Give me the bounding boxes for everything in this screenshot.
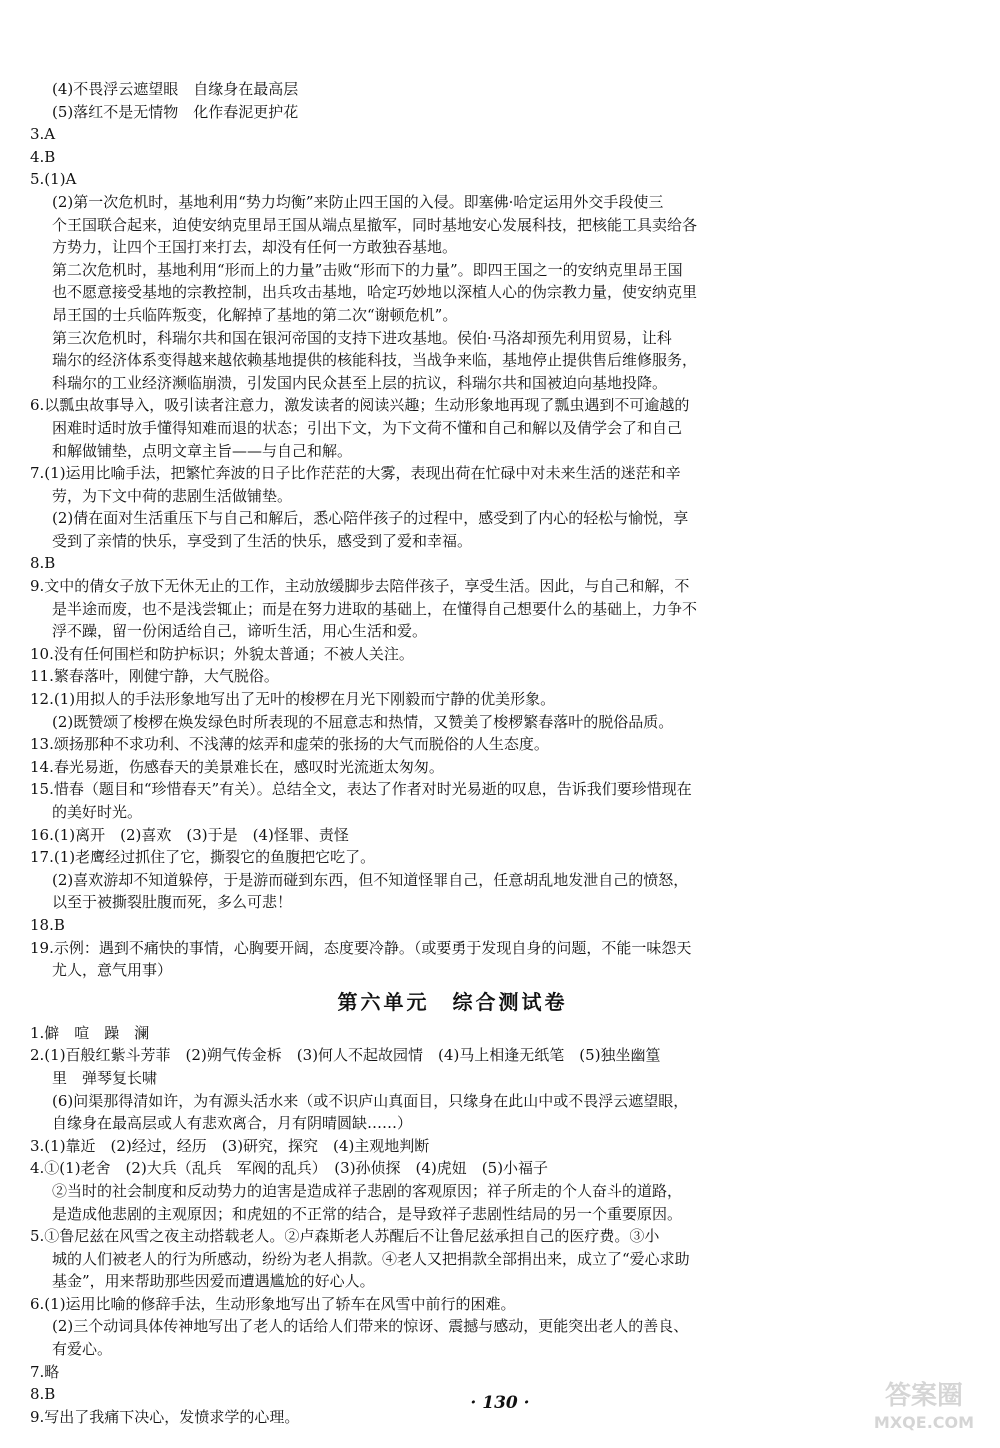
answer-line: 基金”，用来帮助那些因爱而遭遇尴尬的好心人。 (52, 1272, 375, 1291)
answer-line: 14.春光易逝，伤感春天的美景难长在，感叹时光流逝太匆匆。 (30, 757, 444, 776)
answer-line: 15.惜春（题目和“珍惜春天”有关）。总结全文，表达了作者对时光易逝的叹息，告诉我们要珍惜现在 (30, 780, 692, 799)
page-number: · 130 · (470, 1393, 530, 1413)
section-heading: 第六单元 综合测试卷 (337, 989, 568, 1014)
answer-line: 3.A (30, 125, 56, 144)
answer-line: (2)喜欢游却不知道躲停，于是游而碰到东西，但不知道怪罪自己，任意胡乱地发泄自己的愤怒， (52, 870, 689, 889)
answer-line: 11.繁春落叶，刚健宁静，大气脱俗。 (30, 667, 279, 686)
answer-line: (2)倩在面对生活重压下与自己和解后，悉心陪伴孩子的过程中，感受到了内心的轻松与愉悦，享 (52, 509, 689, 528)
answer-line: 9.文中的倩女子放下无休无止的工作，主动放缓脚步去陪伴孩子，享受生活。因此，与自己和解，不 (30, 577, 690, 596)
answer-line: 受到了亲情的快乐，享受到了生活的快乐，感受到了爱和幸福。 (52, 531, 473, 550)
answer-line: ②当时的社会制度和反动势力的迫害是造成祥子悲剧的客观原因；祥子所走的个人奋斗的道路， (52, 1181, 683, 1200)
answer-line: 城的人们被老人的行为所感动，纷纷为老人捐款。④老人又把捐款全部捐出来，成立了“爱心求助 (52, 1249, 690, 1268)
answer-line: 有爱心。 (52, 1340, 113, 1359)
answer-line: 瑞尔的经济体系变得越来越依赖基地提供的核能科技，当战争来临，基地停止提供售后维修服务， (52, 351, 698, 370)
answer-line: 昂王国的士兵临阵叛变，化解掉了基地的第二次“谢顿危机”。 (52, 305, 458, 324)
answer-line: 7.(1)运用比喻手法，把繁忙奔波的日子比作茫茫的大雾，表现出荷在忙碌中对未来生活的迷茫和辛 (30, 464, 681, 483)
answer-line: (5)落红不是无情物 化作春泥更护花 (52, 102, 299, 121)
watermark-text-url: MXQE.COM (873, 1413, 975, 1432)
answer-line: 方势力，让四个王国打来打去，却没有任何一方敢独吞基地。 (52, 238, 458, 257)
answer-line: 4.①(1)老舍 (2)大兵（乱兵 军阀的乱兵） (3)孙侦探 (4)虎妞 (5)小福子 (30, 1159, 549, 1178)
answer-line: 4.B (30, 147, 56, 166)
answer-line: 科瑞尔的工业经济濒临崩溃，引发国内民众甚至上层的抗议，科瑞尔共和国被迫向基地投降。 (52, 373, 668, 392)
answer-line: 17.(1)老鹰经过抓住了它，撕裂它的鱼腹把它吃了。 (30, 848, 376, 867)
answer-line: 第二次危机时，基地利用“形而上的力量”击败“形而下的力量”。即四王国之一的安纳克里昂王国 (52, 260, 683, 279)
answer-section-upper (30, 78, 875, 982)
answer-line: 里 弹琴复长啸 (52, 1068, 158, 1087)
answer-page (30, 78, 875, 1428)
answer-line: 13.颂扬那种不求功利、不浅薄的炫弄和虚荣的张扬的大气而脱俗的人生态度。 (30, 735, 549, 754)
answer-line: 16.(1)离开 (2)喜欢 (3)于是 (4)怪罪、责怪 (30, 825, 349, 844)
watermark-text-cn: 答案圈 (884, 1381, 964, 1411)
answer-line: (2)既赞颂了梭椤在焕发绿色时所表现的不屈意志和热情，又赞美了梭椤繁春落叶的脱俗品质。 (52, 712, 674, 731)
answer-line: 12.(1)用拟人的手法形象地写出了无叶的梭椤在月光下刚毅而宁静的优美形象。 (30, 690, 556, 709)
answer-line: 的美好时光。 (52, 803, 143, 821)
answer-line: 8.B (30, 1385, 56, 1404)
answer-line: 也不愿意接受基地的宗教控制，出兵攻击基地，哈定巧妙地以深植人心的伪宗教力量，使安纳克里 (52, 283, 698, 302)
answer-line: (4)不畏浮云遮望眼 自缘身在最高层 (52, 80, 299, 98)
answer-line: 第三次危机时，科瑞尔共和国在银河帝国的支持下进攻基地。侯伯·马洛却预先利用贸易，让科 (52, 328, 672, 347)
answer-line: (6)问渠那得清如许，为有源头活水来（或不识庐山真面目，只缘身在此山中或不畏浮云遮望眼， (52, 1091, 689, 1110)
answer-line: 6.以瓢虫故事导入，吸引读者注意力，激发读者的阅读兴趣；生动形象地再现了瓢虫遇到不可逾越的 (30, 396, 690, 415)
answer-line: 18.B (30, 915, 65, 934)
answer-line: 3.(1)靠近 (2)经过，经历 (3)研究，探究 (4)主观地判断 (30, 1136, 430, 1155)
answer-line: 尤人，意气用事） (52, 961, 173, 980)
answer-line: 7.略 (30, 1362, 60, 1381)
answer-line: 5.①鲁尼兹在风雪之夜主动搭载老人。②卢森斯老人苏醒后不让鲁尼兹承担自己的医疗费。③小 (30, 1227, 660, 1246)
answer-line: 浮不躁，留一份闲适给自己，谛听生活，用心生活和爱。 (52, 622, 428, 641)
answer-line: 8.B (30, 554, 56, 573)
answer-line: 以至于被撕裂肚腹而死，多么可悲！ (52, 893, 293, 912)
answer-line: 2.(1)百般红紫斗芳菲 (2)朔气传金柝 (3)何人不起故园情 (4)马上相逢无纸笔 (5)独坐幽篁 (30, 1046, 661, 1065)
answer-line: 和解做铺垫，点明文章主旨——与自己和解。 (52, 441, 353, 460)
answer-line: (2)第一次危机时，基地利用“势力均衡”来防止四王国的入侵。即塞佛·哈定运用外交手段使三 (52, 192, 664, 211)
answer-line: 自缘身在最高层或人有悲欢离合，月有阴晴圆缺……） (52, 1114, 413, 1133)
answer-line: 是造成他悲剧的主观原因；和虎妞的不正常的结合，是导致祥子悲剧性结局的另一个重要原因。 (52, 1204, 683, 1223)
answer-line: 5.(1)A (30, 170, 77, 189)
answer-line: 19.示例：遇到不痛快的事情，心胸要开阔，态度要冷静。（或要勇于发现自身的问题，不能一味怨天 (30, 938, 692, 957)
answer-section-lower (30, 1022, 875, 1429)
answer-line: 是半途而废，也不是浅尝辄止；而是在努力进取的基础上，在懂得自己想要什么的基础上，力争不 (52, 599, 698, 618)
answer-line: 个王国联合起来，迫使安纳克里昂王国从端点星撤军，同时基地安心发展科技，把核能工具卖给各 (52, 215, 698, 234)
watermark-logo (854, 1374, 994, 1434)
answer-line: 劳，为下文中荷的悲剧生活做铺垫。 (52, 486, 293, 505)
answer-line: 9.写出了我痛下决心，发愤求学的心理。 (30, 1407, 300, 1426)
answer-line: 困难时适时放手懂得知难而退的状态；引出下文，为下文荷不懂和自己和解以及倩学会了和自己 (52, 418, 683, 437)
answer-line: 6.(1)运用比喻的修辞手法，生动形象地写出了轿车在风雪中前行的困难。 (30, 1294, 516, 1313)
answer-line: 10.没有任何围栏和防护标识；外貌太普通；不被人关注。 (30, 644, 414, 663)
answer-line: (2)三个动词具体传神地写出了老人的话给人们带来的惊讶、震撼与感动，更能突出老人的善良、 (52, 1317, 689, 1336)
answer-line: 1.僻 喧 躁 澜 (30, 1023, 150, 1042)
